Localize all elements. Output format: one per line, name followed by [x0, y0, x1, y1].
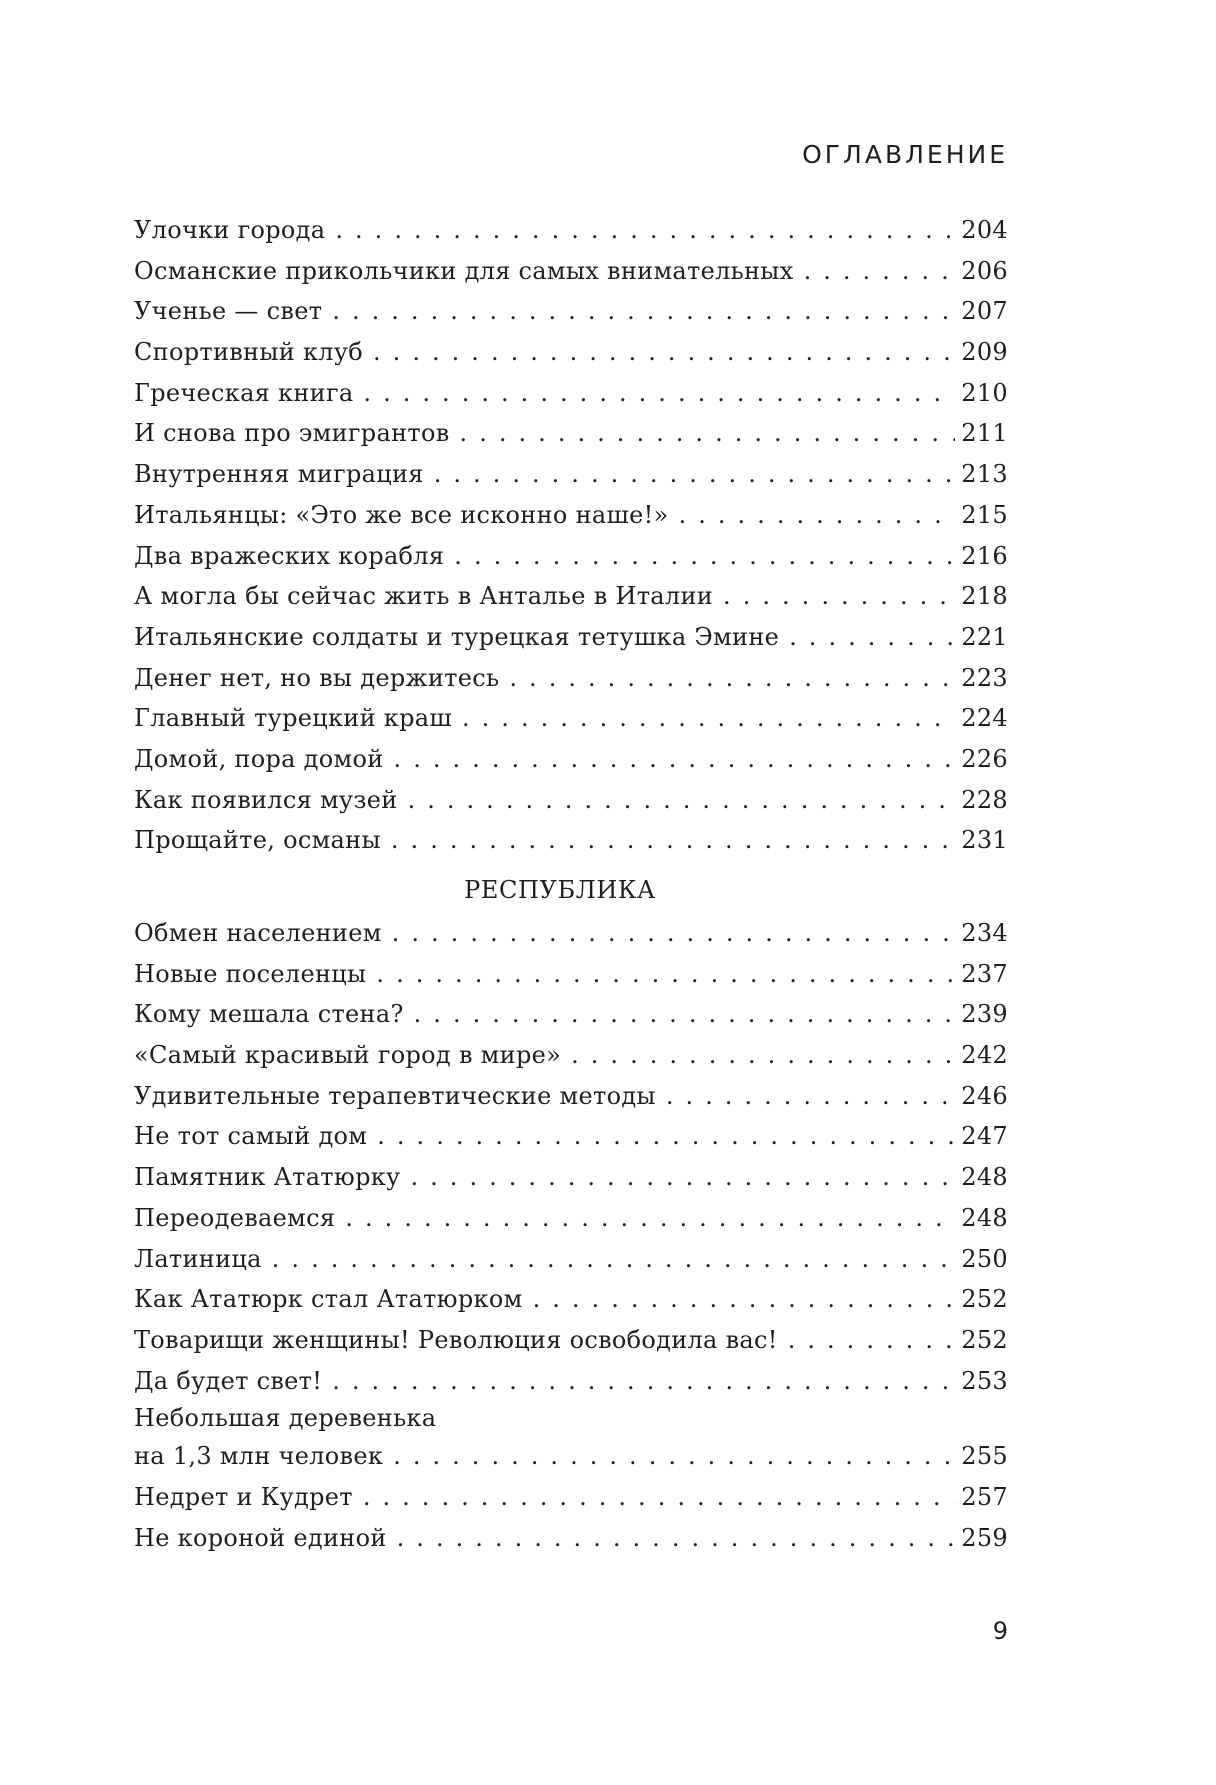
toc-entry-title: «Самый красивый город в мире» — [134, 1041, 562, 1070]
toc-entry[interactable] — [134, 536, 1008, 577]
toc-entry[interactable] — [134, 698, 1008, 739]
table-of-contents — [134, 210, 1008, 1558]
dot-leader — [723, 576, 955, 617]
toc-entry-page: 252 — [961, 1325, 1008, 1354]
dot-leader — [332, 291, 955, 332]
toc-entry[interactable] — [134, 332, 1008, 373]
toc-entry-page: 226 — [961, 744, 1008, 773]
toc-entry[interactable] — [134, 820, 1008, 861]
toc-entry-title: Новые поселенцы — [134, 959, 367, 988]
toc-entry-title: Удивительные терапевтические методы — [134, 1081, 656, 1110]
toc-entry-page: 253 — [961, 1366, 1008, 1395]
toc-list-part2 — [134, 913, 1008, 1401]
toc-entry[interactable] — [134, 1035, 1008, 1076]
toc-entry[interactable] — [134, 454, 1008, 495]
toc-entry[interactable] — [134, 739, 1008, 780]
toc-entry[interactable] — [134, 954, 1008, 995]
dot-leader — [272, 1239, 956, 1280]
page-number: 9 — [992, 1617, 1008, 1645]
toc-entry[interactable] — [134, 1076, 1008, 1117]
dot-leader — [363, 1477, 955, 1518]
toc-entry-page: 248 — [961, 1203, 1008, 1232]
toc-entry[interactable] — [134, 1436, 1008, 1477]
dot-leader — [392, 913, 956, 954]
toc-entry[interactable] — [134, 413, 1008, 454]
toc-entry-page: 209 — [961, 338, 1008, 367]
toc-entry-title: Спортивный клуб — [134, 338, 363, 367]
toc-entry[interactable] — [134, 251, 1008, 292]
toc-entry-title: Османские прикольчики для самых внимательных — [134, 256, 794, 285]
toc-entry[interactable] — [134, 576, 1008, 617]
toc-entry-page: 218 — [961, 582, 1008, 611]
toc-entry-page: 213 — [961, 460, 1008, 489]
toc-entry-title: Как Ататюрк стал Ататюрком — [134, 1285, 523, 1314]
toc-entry-title: Недрет и Кудрет — [134, 1482, 353, 1511]
toc-entry-page: 224 — [961, 704, 1008, 733]
dot-leader — [408, 780, 956, 821]
toc-entry-title: Товарищи женщины! Революция освободила вас! — [134, 1325, 778, 1354]
dot-leader — [393, 1436, 955, 1477]
toc-entry-title: Денег нет, но вы держитесь — [134, 663, 500, 692]
toc-entry-page: 211 — [961, 419, 1008, 448]
toc-entry-title: на 1,3 млн человек — [134, 1442, 384, 1471]
toc-entry[interactable] — [134, 913, 1008, 954]
toc-entry-title: Улочки города — [134, 216, 326, 244]
toc-entry-page: 204 — [961, 216, 1008, 244]
toc-entry-page: 207 — [961, 297, 1008, 326]
toc-entry-page: 242 — [961, 1041, 1008, 1070]
toc-entry-title: Обмен населением — [134, 919, 382, 947]
toc-entry-title: Переодеваемся — [134, 1203, 336, 1232]
dot-leader — [679, 495, 956, 536]
section-heading: РЕСПУБЛИКА — [464, 876, 656, 904]
toc-entry-page: 247 — [961, 1122, 1008, 1151]
toc-entry-title: Как появился музей — [134, 785, 398, 814]
toc-entry[interactable] — [134, 1279, 1008, 1320]
toc-entry-title: Да будет свет! — [134, 1366, 323, 1395]
dot-leader — [789, 617, 955, 658]
dot-leader — [335, 210, 955, 251]
toc-entry-title: А могла бы сейчас жить в Анталье в Италии — [134, 582, 714, 611]
toc-entry[interactable] — [134, 210, 1008, 251]
toc-entry[interactable] — [134, 780, 1008, 821]
toc-entry[interactable] — [134, 1320, 1008, 1361]
toc-entry-page: 250 — [961, 1244, 1008, 1273]
toc-entry-page: 252 — [961, 1285, 1008, 1314]
toc-entry-title: Памятник Ататюрку — [134, 1163, 401, 1192]
toc-entry-title: Не тот самый дом — [134, 1122, 368, 1151]
dot-leader — [788, 1320, 956, 1361]
toc-entry-page: 221 — [961, 622, 1008, 651]
toc-entry-page: 228 — [961, 785, 1008, 814]
toc-entry[interactable] — [134, 495, 1008, 536]
toc-entry-page: 223 — [961, 663, 1008, 692]
toc-list-part1 — [134, 210, 1008, 861]
toc-entry-title: Внутренняя миграция — [134, 460, 424, 489]
toc-entry[interactable] — [134, 1361, 1008, 1402]
dot-leader — [454, 536, 955, 577]
toc-entry-page: 246 — [961, 1081, 1008, 1110]
toc-entry[interactable] — [134, 1518, 1008, 1559]
toc-entry-page: 248 — [961, 1163, 1008, 1192]
toc-entry-title: Итальянские солдаты и турецкая тетушка Эмине — [134, 622, 780, 651]
dot-leader — [533, 1279, 956, 1320]
toc-entry-page: 257 — [961, 1482, 1008, 1511]
dot-leader — [391, 820, 955, 861]
dot-leader — [397, 1518, 956, 1559]
toc-entry-page: 234 — [961, 919, 1008, 947]
dot-leader — [376, 954, 955, 995]
toc-entry-title: Прощайте, османы — [134, 826, 381, 855]
toc-entry[interactable] — [134, 1116, 1008, 1157]
toc-entry-page: 206 — [961, 256, 1008, 285]
toc-entry-page: 215 — [961, 500, 1008, 529]
toc-entry-title: Кому мешала стена? — [134, 1000, 404, 1029]
toc-entry[interactable] — [134, 994, 1008, 1035]
toc-entry[interactable] — [134, 1401, 1008, 1436]
toc-entry-title: Греческая книга — [134, 378, 354, 407]
toc-entry-page: 231 — [961, 826, 1008, 855]
toc-entry-title: Два вражеских корабля — [134, 541, 445, 570]
toc-entry[interactable] — [134, 1198, 1008, 1239]
dot-leader — [414, 994, 956, 1035]
dot-leader — [434, 454, 956, 495]
toc-entry-page: 237 — [961, 959, 1008, 988]
dot-leader — [804, 251, 956, 292]
toc-entry-title: Латиница — [134, 1244, 262, 1273]
toc-entry-page: 210 — [961, 378, 1008, 407]
toc-entry[interactable] — [134, 617, 1008, 658]
toc-entry-title: Домой, пора домой — [134, 744, 384, 773]
dot-leader — [345, 1198, 955, 1239]
dot-leader — [571, 1035, 955, 1076]
toc-entry-title: Главный турецкий краш — [134, 704, 452, 733]
toc-entry[interactable] — [134, 1239, 1008, 1280]
dot-leader — [509, 658, 955, 699]
toc-entry-title: Ученье — свет — [134, 297, 323, 326]
toc-entry-page: 259 — [961, 1523, 1008, 1552]
dot-leader — [377, 1116, 955, 1157]
dot-leader — [410, 1157, 955, 1198]
toc-list-part3 — [134, 1477, 1008, 1558]
toc-entry[interactable] — [134, 291, 1008, 332]
dot-leader — [394, 739, 956, 780]
dot-leader — [332, 1361, 955, 1402]
dot-leader — [666, 1076, 955, 1117]
toc-entry[interactable] — [134, 373, 1008, 414]
toc-entry-title: Небольшая деревенька — [134, 1404, 437, 1433]
toc-entry-title: Не короной единой — [134, 1523, 387, 1552]
toc-entry[interactable] — [134, 1477, 1008, 1518]
dot-leader — [462, 698, 955, 739]
toc-entry-page: 239 — [961, 1000, 1008, 1029]
toc-entry[interactable] — [134, 1157, 1008, 1198]
toc-entry-title: Итальянцы: «Это же все исконно наше!» — [134, 500, 669, 529]
toc-entry-page: 216 — [961, 541, 1008, 570]
toc-entry-page: 255 — [961, 1442, 1008, 1471]
dot-leader — [373, 332, 955, 373]
toc-entry-title: И снова про эмигрантов — [134, 419, 450, 448]
dot-leader — [363, 373, 955, 414]
toc-entry[interactable] — [134, 658, 1008, 699]
running-head: ОГЛАВЛЕНИЕ — [802, 140, 1008, 169]
dot-leader — [460, 413, 956, 454]
